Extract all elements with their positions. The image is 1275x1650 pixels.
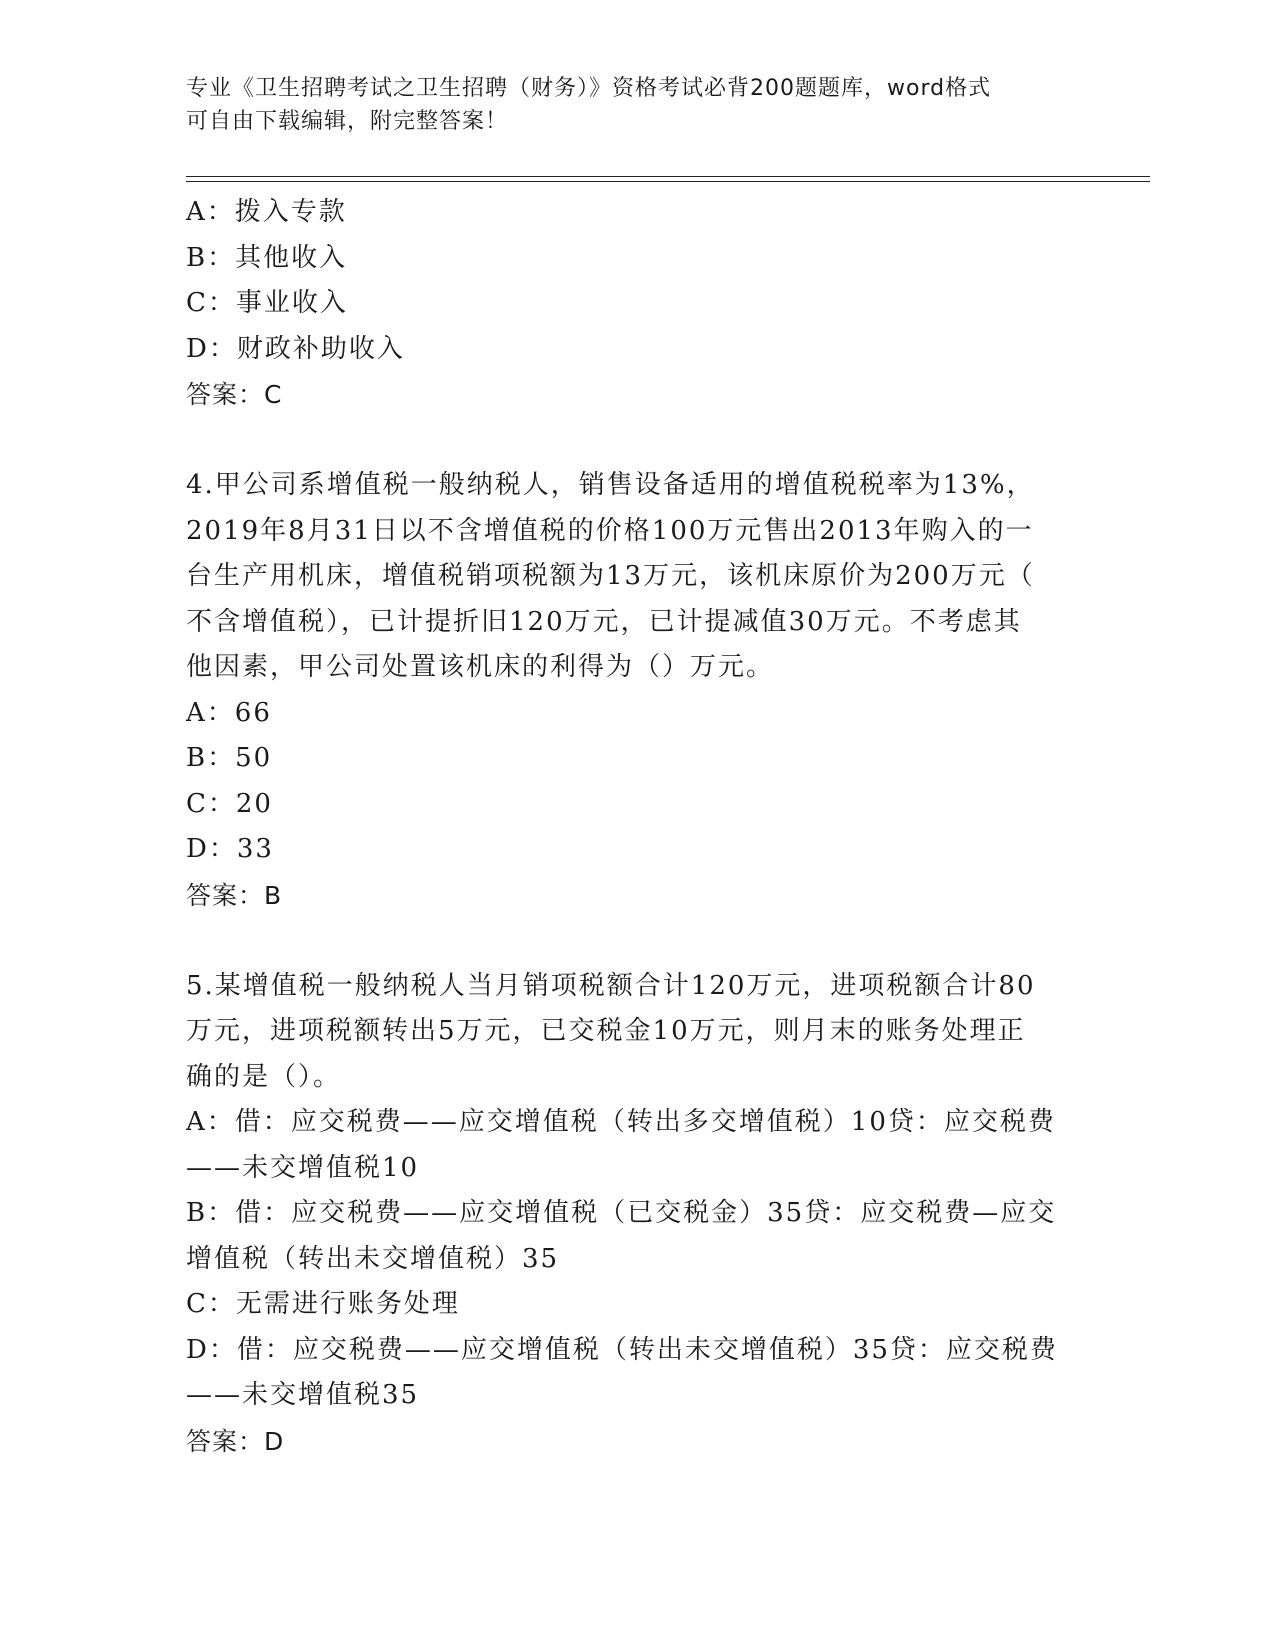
question-stem-line: 万元，进项税额转出5万元，已交税金10万元，则月末的账务处理正 xyxy=(186,1016,1026,1046)
answer-label: 答案：B xyxy=(186,880,283,910)
question-stem-line: 确的是（）。 xyxy=(186,1061,342,1092)
option-c: C：20 xyxy=(186,788,273,819)
option-line: 增值税（转出未交增值税）35 xyxy=(186,1243,560,1274)
option-d: D：财政补助收入 xyxy=(186,333,405,364)
question-stem-line: 不含增值税），已计提折旧120万元，已计提减值30万元。不考虑其 xyxy=(186,606,1022,637)
option-line: A：借：应交税费——应交增值税（转出多交增值税）10贷：应交税费 xyxy=(186,1107,1056,1137)
option-a: A：拨入专款 xyxy=(186,197,347,227)
header-divider-bottom xyxy=(186,181,1150,182)
question-content xyxy=(186,190,1086,1464)
option-b: B：50 xyxy=(186,743,273,773)
option-c: C：事业收入 xyxy=(186,288,348,318)
option-line: C：无需进行账务处理 xyxy=(186,1289,460,1319)
question-stem-line: 2019年8月31日以不含增值税的价格100万元售出2013年购入的一 xyxy=(186,515,1034,546)
document-header xyxy=(186,72,1066,138)
question-stem-line: 台生产用机床，增值税销项税额为13万元，该机床原价为200万元（ xyxy=(186,561,1035,591)
option-line: ——未交增值税35 xyxy=(186,1380,420,1410)
answer-label: 答案：C xyxy=(186,380,283,409)
option-b: B：其他收入 xyxy=(186,242,348,273)
spacer xyxy=(186,918,1086,964)
question-stem-line: 5.某增值税一般纳税人当月销项税额合计120万元，进项税额合计80 xyxy=(186,970,1036,1001)
header-line-2: 可自由下载编辑，附完整答案！ xyxy=(186,109,509,134)
option-a: A：66 xyxy=(186,697,272,728)
option-line: D：借：应交税费——应交增值税（转出未交增值税）35贷：应交税费 xyxy=(186,1334,1058,1365)
option-line: ——未交增值税10 xyxy=(186,1152,420,1183)
question-3 xyxy=(186,190,1086,418)
answer-label: 答案：D xyxy=(186,1426,285,1456)
question-5 xyxy=(186,964,1086,1465)
spacer xyxy=(186,418,1086,464)
header-divider-top xyxy=(186,176,1150,177)
question-stem-line: 他因素，甲公司处置该机床的利得为（）万元。 xyxy=(186,652,775,682)
question-4 xyxy=(186,463,1086,918)
header-line-1: 专业《卫生招聘考试之卫生招聘（财务）》资格考试必背200题题库，word格式 xyxy=(186,76,992,101)
question-stem-line: 4.甲公司系增值税一般纳税人，销售设备适用的增值税税率为13%， xyxy=(186,470,1035,500)
option-line: B：借：应交税费——应交增值税（已交税金）35贷：应交税费—应交 xyxy=(186,1198,1057,1228)
option-d: D：33 xyxy=(186,834,274,864)
